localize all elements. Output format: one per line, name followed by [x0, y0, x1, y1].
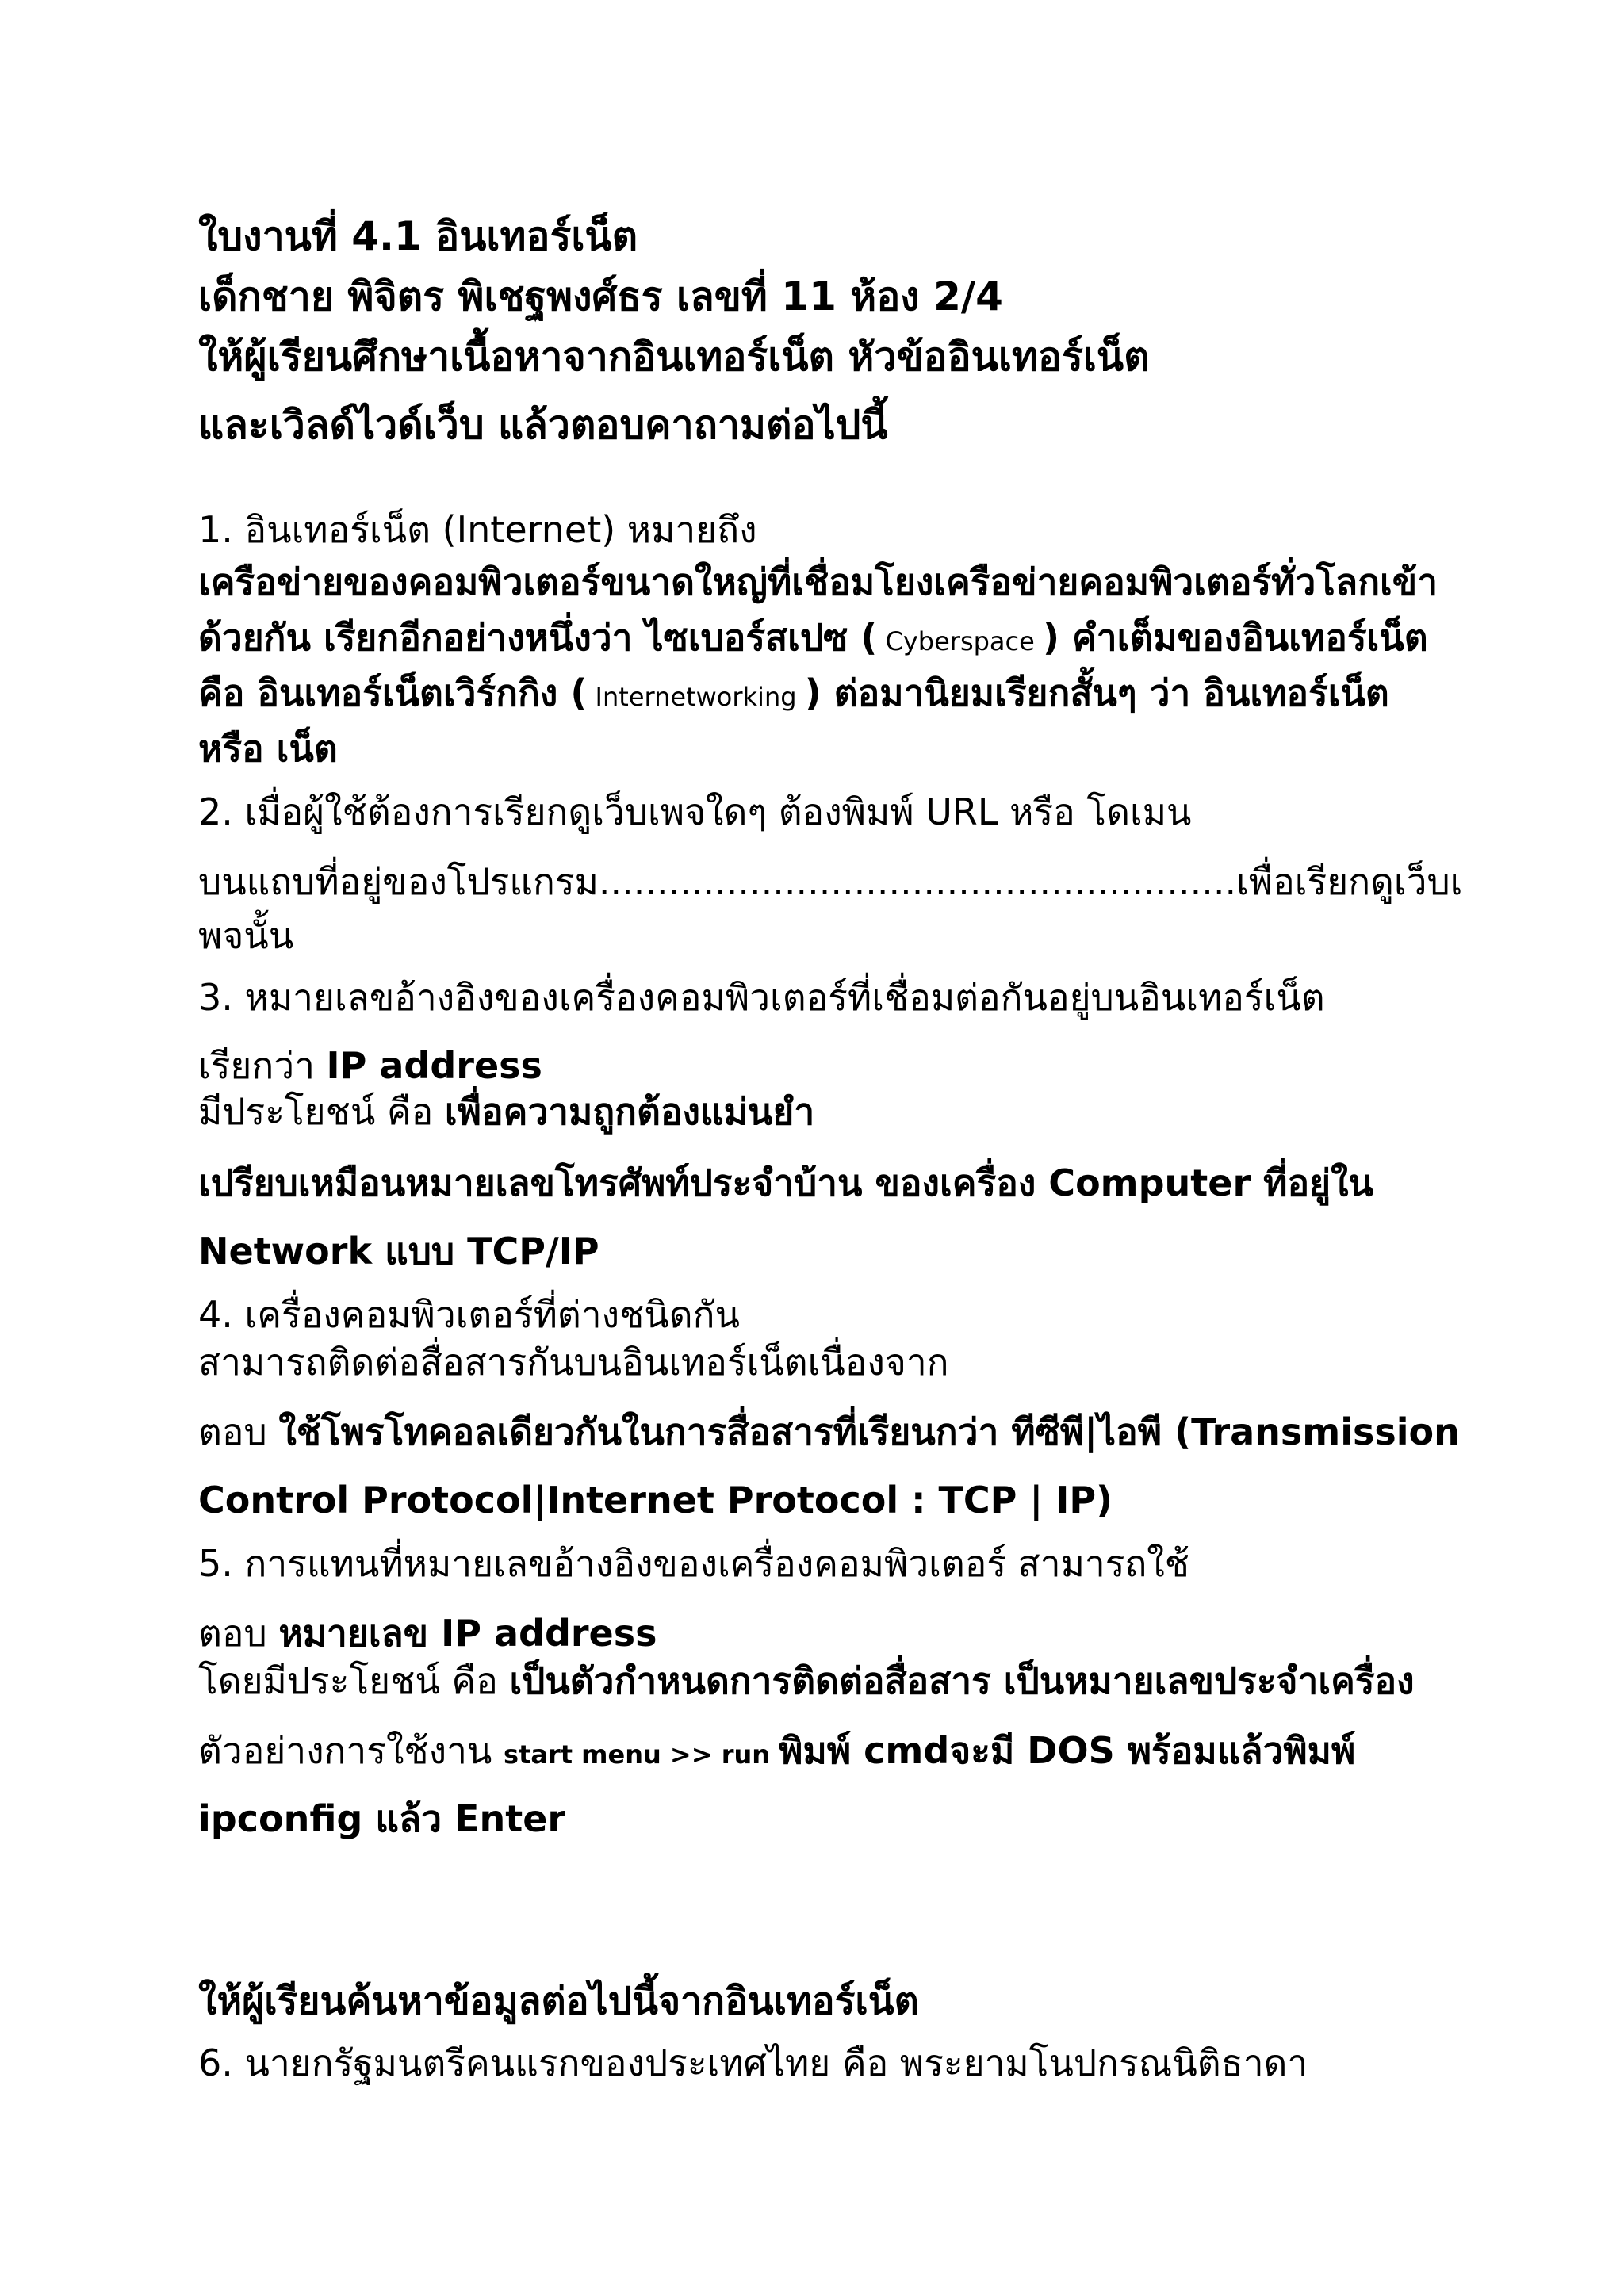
section2-heading: ให้ผู้เรียนค้นหาข้อมูลต่อไปนี้จากอินเทอร์เน็ต [198, 1979, 919, 2023]
q1-answer-line-1: เครือข่ายของคอมพิวเตอร์ขนาดใหญ่ที่เชื่อมโยงเครือข่ายคอมพิวเตอร์ทั่วโลกเข้า [198, 561, 1438, 603]
q5-example-label: ตัวอย่างการใช้งาน [198, 1729, 504, 1772]
q1-answer-line-3 [198, 671, 1389, 719]
q3-line-5: Network แบบ TCP/IP [198, 1230, 599, 1272]
worksheet-title: ใบงานที่ 4.1 อินเทอร์เน็ต [198, 213, 638, 259]
q1-answer-text: คือ อินเทอร์เน็ตเวิร์กกิง ( [198, 672, 588, 714]
q1-answer-text: ) คำเต็มของอินเทอร์เน็ต [1042, 616, 1428, 659]
q2-question: 2. เมื่อผู้ใช้ต้องการเรียกดูเว็บเพจใดๆ ต้องพิมพ์ URL หรือ โดเมน [198, 790, 1192, 833]
q1-answer-line-2 [198, 615, 1428, 664]
q5-example-value: พิมพ์ cmdจะมี DOS พร้อมแล้วพิมพ์ [779, 1729, 1356, 1772]
q1-answer-line-4: หรือ เน็ต [198, 727, 338, 770]
q5-answer [198, 1611, 657, 1655]
q5-answer-label: ตอบ [198, 1612, 279, 1655]
q4-question-line-1: 4. เครื่องคอมพิวเตอร์ที่ต่างชนิดกัน [198, 1293, 740, 1336]
q5-benefit-label: โดยมีประโยชน์ คือ [198, 1659, 510, 1702]
q1-term-internetworking: Internetworking [587, 682, 805, 712]
q3-called-label: เรียกว่า [198, 1044, 327, 1087]
q1-question: 1. อินเทอร์เน็ต (Internet) หมายถึง [198, 508, 757, 551]
q6-line: 6. นายกรัฐมนตรีคนแรกของประเทศไทย คือ พระยามโนปกรณนิติธาดา [198, 2042, 1308, 2084]
q5-question: 5. การแทนที่หมายเลขอ้างอิงของเครื่องคอมพิวเตอร์ สามารถใช้ [198, 1542, 1189, 1585]
q3-benefit [198, 1089, 814, 1134]
q5-example-last: ipconfig แล้ว Enter [198, 1797, 566, 1840]
q5-example [198, 1728, 1355, 1777]
q5-benefit [198, 1659, 1415, 1703]
q3-line-4: เปรียบเหมือนหมายเลขโทรศัพท์ประจำบ้าน ของเครื่อง Computer ที่อยู่ใน [198, 1161, 1373, 1204]
instruction-line-1: ให้ผู้เรียนศึกษาเนื้อหาจากอินเทอร์เน็ต หัวข้ออินเทอร์เน็ต [198, 334, 1150, 380]
q3-benefit-value: เพื่อความถูกต้องแม่นยำ [444, 1090, 815, 1133]
q3-benefit-label: มีประโยชน์ คือ [198, 1090, 445, 1133]
q5-answer-value: หมายเลข IP address [278, 1612, 657, 1655]
q4-question-line-2: สามารถติดต่อสื่อสารกันบนอินเทอร์เน็ตเนื่องจาก [198, 1341, 949, 1383]
q2-line-3: พจนั้น [198, 914, 294, 957]
q5-benefit-value: เป็นตัวกำหนดการติดต่อสื่อสาร เป็นหมายเลขประจำเครื่อง [509, 1659, 1415, 1702]
instruction-line-2: และเวิลด์ไวด์เว็บ แล้วตอบคาถามต่อไปนี้ [198, 402, 888, 448]
q4-answer-line-1 [198, 1410, 1460, 1454]
q3-called-value: IP address [326, 1044, 542, 1087]
q1-term-cyberspace: Cyberspace [877, 626, 1043, 656]
student-info: เด็กชาย พิจิตร พิเชฐพงศ์ธร เลขที่ 11 ห้อง 2/4 [198, 274, 1003, 320]
q4-answer-line-2: Control Protocol|Internet Protocol : TCP | IP) [198, 1479, 1113, 1521]
q2-line-2: บนแถบที่อยู่ของโปรแกรม.......................................................เพื่อเรียกดูเว็บเ [198, 860, 1463, 903]
q4-answer-label: ตอบ [198, 1410, 279, 1453]
q3-question: 3. หมายเลขอ้างอิงของเครื่องคอมพิวเตอร์ที่เชื่อมต่อกันอยู่บนอินเทอร์เน็ต [198, 976, 1325, 1019]
q4-answer-value: ใช้โพรโทคอลเดียวกันในการสื่อสารที่เรียนกว่า ทีซีพี|ไอพี (Transmission [278, 1410, 1460, 1453]
q5-example-steps: start menu >> run [504, 1739, 779, 1770]
q1-answer-text: ) ต่อมานิยมเรียกสั้นๆ ว่า อินเทอร์เน็ต [804, 672, 1389, 714]
q3-called [198, 1043, 542, 1088]
q1-answer-text: ด้วยกัน เรียกอีกอย่างหนึ่งว่า ไซเบอร์สเปซ ( [198, 616, 878, 659]
